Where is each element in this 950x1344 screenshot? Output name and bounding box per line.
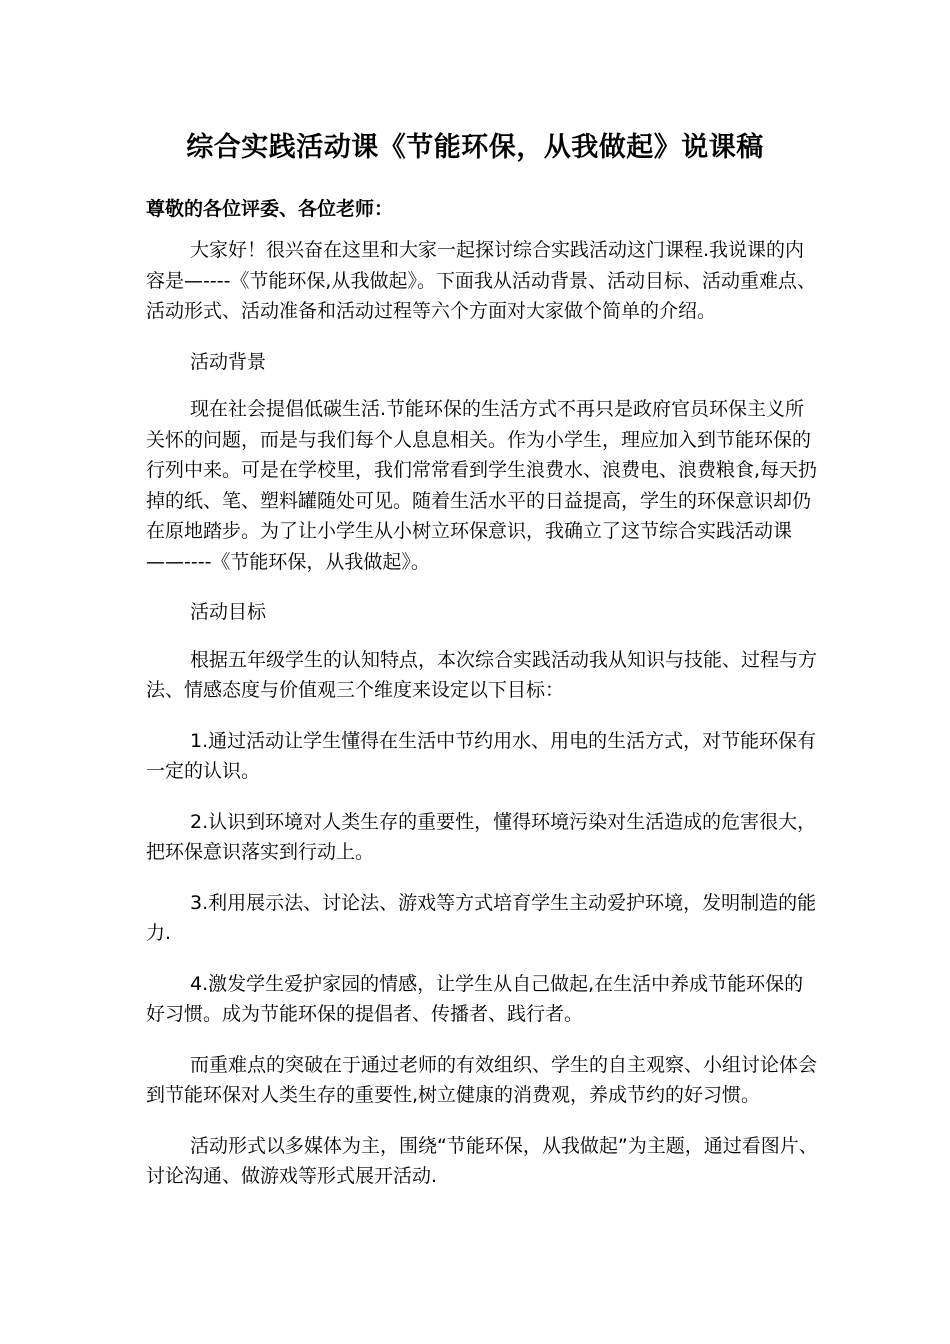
goal-item-4: 4.激发学生爱护家园的情感，让学生从自己做起,在生活中养成节能环保的好习惯。成为节能环保的提倡者、传播者、践行者。 (146, 972, 804, 1025)
goal-item-3: 3.利用展示法、讨论法、游戏等方式培育学生主动爱护环境，发明制造的能力. (146, 891, 817, 944)
paragraph-intro: 大家好！很兴奋在这里和大家一起探讨综合实践活动这门课程.我说课的内容是—----《节能环保,从我做起》。下面我从活动背景、活动目标、活动重难点、活动形式、活动准备和活动过程等六个方面对大家做个简单的介绍。 (146, 239, 816, 322)
paragraph-background: 现在社会提倡低碳生活.节能环保的生活方式不再只是政府官员环保主义所关怀的问题，而是与我们每个人息息相关。作为小学生，理应加入到节能环保的行列中来。可是在学校里，我们常常看到学生浪费水、浪费电、浪费粮食,每天扔掉的纸、笔、塑料罐随处可见。随着生活水平的日益提高，学生的环保意识却仍在原地踏步。为了让小学生从小树立环保意识，我确立了这节综合实践活动课——----《节能环保，从我做起》。 (146, 398, 818, 573)
section-heading-goals: 活动目标 (190, 601, 267, 623)
paragraph-activity-form: 活动形式以多媒体为主，围绕“节能环保，从我做起”为主题，通过看图片、讨论沟通、做游戏等形式展开活动. (146, 1134, 818, 1187)
section-heading-background: 活动背景 (190, 350, 267, 373)
document-body (146, 235, 818, 1212)
goal-item-2: 2.认识到环境对人类生存的重要性，懂得环境污染对生活造成的危害很大，把环保意识落实到行动上。 (146, 810, 817, 863)
paragraph-goals-intro: 根据五年级学生的认知特点，本次综合实践活动我从知识与技能、过程与方法、情感态度与价值观三个维度来设定以下目标： (146, 648, 818, 701)
salutation: 尊敬的各位评委、各位老师： (146, 198, 394, 220)
paragraph-key-points: 而重难点的突破在于通过老师的有效组织、学生的自主观察、小组讨论体会到节能环保对人类生存的重要性,树立健康的消费观，养成节约的好习惯。 (146, 1053, 818, 1106)
page-title: 综合实践活动课《节能环保，从我做起》说课稿 (186, 132, 764, 163)
goal-item-1: 1.通过活动让学生懂得在生活中节约用水、用电的生活方式，对节能环保有一定的认识。 (146, 729, 817, 782)
